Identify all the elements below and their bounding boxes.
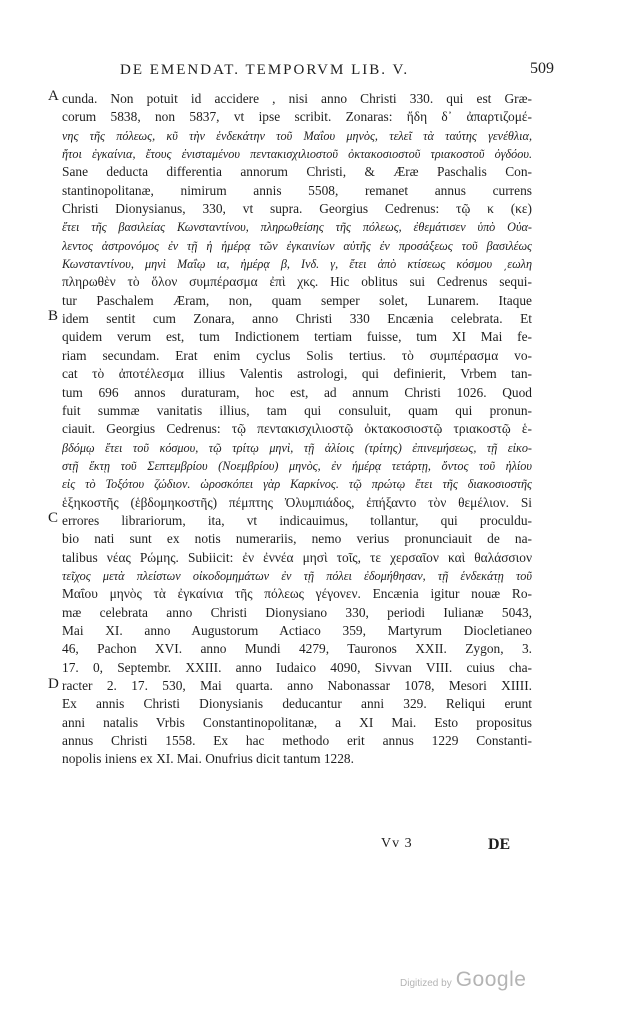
- catchword: Vv 3: [381, 836, 413, 851]
- margin-letter-c: C: [48, 510, 59, 526]
- text-line: tur Paschalem Æram, non, quam semper solet, Lunarem. Itaque: [62, 292, 532, 308]
- text-line: στῇ ἕκτῃ τοῦ Σεπτεμβρίου (Νοεμβρίου) μηνὸς, ἐν ἡμέρᾳ τετάρτῃ, ὄντος τοῦ ἡλίου: [62, 458, 532, 473]
- text-line: Μαΐου μηνὸς τὰ ἐγκαίνια τῆς πόλεως γέγονεν. Encænia igitur nouæ Ro-: [62, 586, 532, 602]
- text-line: Mai XI. anno Augustorum Actiaco 359, Martyrum Diocletianeo: [62, 622, 532, 638]
- text-line: εἰς τὸ Τοξότου ζώδιον. ὡροσκόπει γὰρ Καρκίνος. τῷ πρώτῳ ἔτει τῆς διακοσιοστῆς: [62, 477, 532, 492]
- text-line: anni natalis Vrbis Constantinopolitanæ, a XI Mai. Esto propositus: [62, 714, 532, 730]
- text-line: mæ celebrata anno Christi Dionysiano 330, periodi Iulianæ 5043,: [62, 604, 532, 620]
- margin-letter-a: A: [48, 88, 59, 104]
- running-head: DE EMENDAT. TEMPORVM LIB. V.: [120, 62, 410, 78]
- text-line: Christi Dionysianus, 330, vt supra. Georgius Cedrenus: τῷ κ (κε): [62, 201, 532, 217]
- text-line: νης τῆς πόλεως, κῦ τὴν ἑνδεκάτην τοῦ Μαΐου μηνὸς, τελεῖ τὰ ταύτης γενέθλια,: [62, 128, 532, 143]
- text-line: βδόμῳ ἔτει τοῦ κόσμου, τῷ τρίτῳ μηνὶ, τῇ ἁλίοις (τρίτης) ἐπινεμήσεως, τῇ εἰκο-: [62, 440, 532, 455]
- text-line: Ex annis Christi Dionysianis deducantur anni 329. Reliqui erunt: [62, 696, 532, 712]
- watermark-prefix: Digitized by: [400, 978, 452, 989]
- body-text: [62, 90, 532, 769]
- text-line: ciauit. Georgius Cedrenus: τῷ πεντακισχιλιοστῷ ὀκτακοσιοστῷ τριακοστῷ ἑ-: [62, 421, 532, 437]
- text-line: ἑξηκοστῆς (ἑβδομηκοστῆς) πέμπτης Ὀλυμπιάδος, ἐπήξαντο τὸν θεμέλιον. Si: [62, 494, 532, 510]
- margin-letter-b: B: [48, 308, 59, 324]
- text-line: cunda. Non potuit id accidere , nisi anno Christi 330. qui est Græ-: [62, 91, 532, 106]
- text-line: nopolis iniens ex XI. Mai. Onufrius dicit tantum 1228.: [62, 751, 354, 767]
- text-line: Sane deducta differentia annorum Christi, & Æræ Paschalis Con-: [62, 164, 532, 180]
- text-line: λεντος ἀστρονόμος ἐν τῇ ἡ ἡμέρᾳ τῶν ἐγκαινίων αὐτῆς ἐν προσάξεως τοῦ βασιλέως: [62, 238, 532, 253]
- watermark-brand: Google: [455, 968, 527, 991]
- text-line: idem sentit cum Zonara, anno Christi 330 Encænia celebrata. Et: [62, 311, 532, 327]
- text-line: ἤτοι ἐγκαίνια, ἔτους ἐνισταμένου πεντακισχιλιοστοῦ ὀκτακοσιοστοῦ τριακοστοῦ ὀγδόου.: [62, 147, 532, 162]
- page-number: 509: [530, 60, 554, 77]
- text-line: πληρωθὲν τὸ ὅλον συμπέρασμα ἐπὶ χκς. Hic oblitus sui Cedrenus sequi-: [62, 274, 532, 290]
- text-line: racter 2. 17. 530, Mai quarta. anno Nabonassar 1078, Mesori XIIII.: [62, 678, 532, 693]
- text-line: stantinopolitanæ, nimirum annis 5508, remanet annus currens: [62, 182, 532, 198]
- text-line: corum 5838, non 5837, vt ipse scribit. Zonaras: ἤδη δ᾽ ἀπαρτιζομέ-: [62, 109, 532, 125]
- text-line: fuit summæ vanitatis illius, tam qui consuluit, quam qui pronun-: [62, 402, 532, 418]
- text-line: talibus νέας Ρώμης. Subiicit: ἐν ἐννέα μησὶ τοῖς, τε χερσαῖον καὶ θαλάσσιον: [62, 549, 532, 565]
- text-line: bio nati sunt ex notis numerariis, nemo verius pronunciauit de na-: [62, 531, 532, 547]
- text-line: ἔτει τῆς βασιλείας Κωνσταντίνου, πληρωθείσης τῆς πόλεως, ἐθεμάτισεν ὑπὸ Οὐα-: [62, 220, 532, 235]
- text-line: riam secundam. Erat enim cyclus Solis tertius. τὸ συμπέρασμα vo-: [62, 347, 532, 363]
- text-line: quidem verum est, tum Indictionem tertiam fuisse, tum XI Mai fe-: [62, 329, 532, 345]
- signature-mark: DE: [488, 836, 511, 853]
- text-line: 46, Pachon XVI. anno Mundi 4279, Tauronos XXII. Zygon, 3.: [62, 641, 532, 657]
- text-line: Κωνσταντίνου, μηνὶ Μαΐῳ ια, ἡμέρᾳ β, Ινδ. γ, ἔτει ἀπὸ κτίσεως κόσμου ͵εωλη: [62, 257, 532, 272]
- text-line: tum 696 annos duraturam, hoc est, ad annum Christi 1026. Quod: [62, 384, 532, 400]
- text-line: 17. 0, Septembr. XXIII. anno Iudaico 4090, Sivvan VIII. cuius cha-: [62, 659, 532, 675]
- text-line: τεῖχος μετὰ πλείστων οἰκοδομημάτων ἐν τῇ πόλει ἐδομήθησαν, τῇ ἑνδεκάτῃ τοῦ: [62, 568, 532, 583]
- text-line: annus Christi 1558. Ex hac methodo erit annus 1229 Constanti-: [62, 733, 532, 749]
- text-line: errores librariorum, ita, vt indicauimus, tollantur, qui proculdu-: [62, 512, 532, 528]
- margin-letter-d: D: [48, 676, 59, 692]
- text-line: cat τὸ ἀποτέλεσμα illius Valentis astrologi, qui definierit, Vrbem tan-: [62, 366, 532, 382]
- digitization-watermark: [400, 968, 526, 992]
